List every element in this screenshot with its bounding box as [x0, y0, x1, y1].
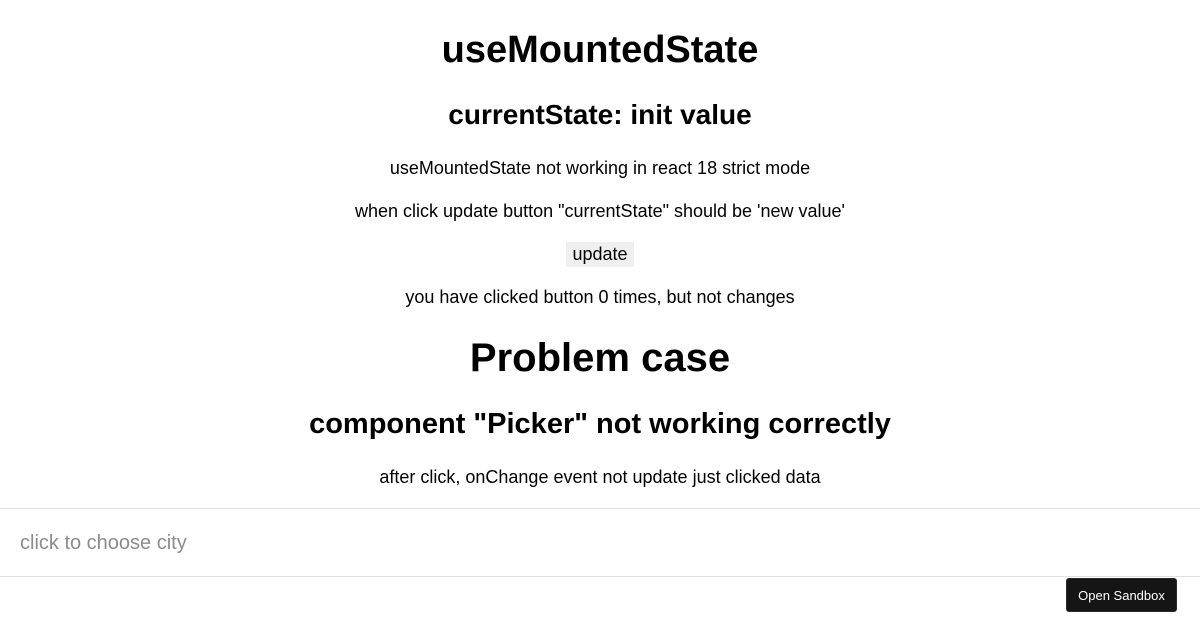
- picker-problem-heading: component "Picker" not working correctly: [309, 408, 891, 440]
- picker-problem-description: after click, onChange event not update just clicked data: [379, 467, 821, 487]
- problem-case-title: Problem case: [469, 336, 731, 380]
- open-sandbox-button[interactable]: Open Sandbox: [1066, 578, 1177, 612]
- update-button-row: [0, 242, 1200, 267]
- instruction-text: when click update button "currentState" should be 'new value': [355, 201, 845, 221]
- page-title: useMountedState: [441, 29, 759, 71]
- city-picker-placeholder: click to choose city: [20, 532, 187, 554]
- current-state-heading: currentState: init value: [448, 99, 752, 130]
- click-count-text: you have clicked button 0 times, but not changes: [405, 287, 795, 307]
- update-button[interactable]: update: [566, 242, 633, 267]
- city-picker[interactable]: [0, 508, 1200, 577]
- description-text: useMountedState not working in react 18 strict mode: [389, 158, 811, 178]
